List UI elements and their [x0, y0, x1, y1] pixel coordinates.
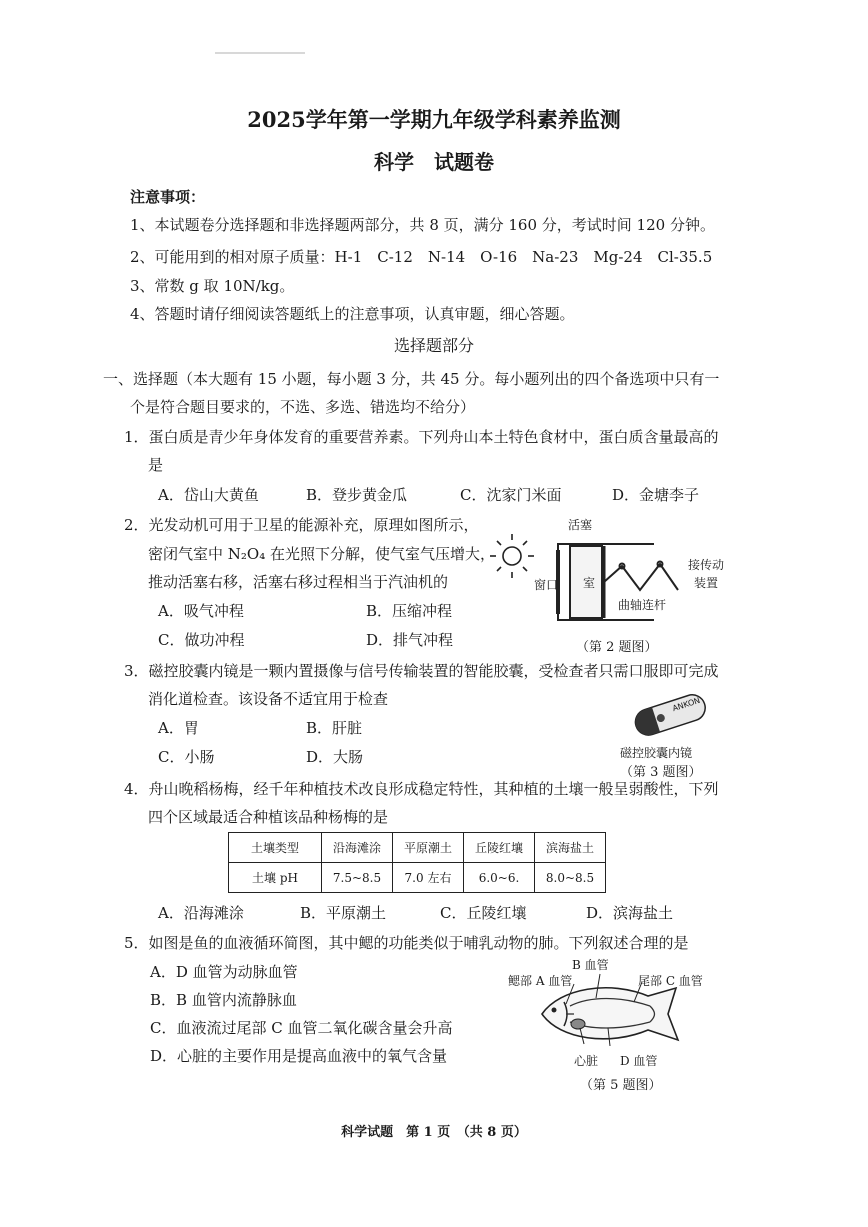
soil-ph-table: [228, 832, 606, 893]
option-4a: A．沿海滩涂: [158, 904, 244, 922]
table-header-cell: 沿海滩涂: [322, 833, 393, 863]
label-rod: 曲轴连杆: [618, 598, 667, 612]
notice-item: 3、常数 g 取 10N/kg。: [130, 277, 295, 295]
question-4-stem: 4．舟山晚稻杨梅，经千年种植技术改良形成稳定特性，其种植的土壤一般呈弱酸性，下列: [124, 780, 719, 798]
table-cell: 土壤 pH: [229, 863, 322, 893]
notice-item: 4、答题时请仔细阅读答题纸上的注意事项，认真审题，细心答题。: [130, 305, 575, 323]
part-heading: 一、选择题（本大题有 15 小题，每小题 3 分，共 45 分。每小题列出的四个备选项中只有一: [103, 370, 720, 388]
option-5a: A．D 血管为动脉血管: [150, 963, 298, 981]
option-1a: A．岱山大黄鱼: [158, 486, 259, 504]
table-header-row: [229, 833, 606, 863]
label-device-cont: 装置: [694, 576, 719, 590]
label-chamber: 室: [583, 576, 596, 590]
label-piston: 活塞: [568, 518, 593, 532]
page-title: 2025学年第一学期九年级学科素养监测: [247, 107, 621, 132]
label-capsule: 磁控胶囊内镜: [620, 746, 693, 760]
fish-outline: [542, 988, 678, 1040]
sun-icon: [490, 534, 534, 578]
question-3-stem: 3．磁控胶囊内镜是一颗内置摄像与信号传输装置的智能胶囊，受检查者只需口服即可完成: [124, 662, 719, 680]
option-2c: C．做功冲程: [158, 631, 245, 649]
label-device: 接传动: [688, 558, 725, 572]
option-1b: B．登步黄金瓜: [306, 486, 408, 504]
question-2-stem-cont: 推动活塞右移，活塞右移过程相当于汽油机的: [148, 573, 449, 591]
notice-item: 1、本试题卷分选择题和非选择题两部分，共 8 页，满分 160 分，考试时间 120 分钟。: [130, 216, 715, 234]
heart-shape: [571, 1019, 585, 1029]
label-d-vessel: D 血管: [620, 1054, 658, 1068]
label-heart: 心脏: [574, 1054, 599, 1068]
scan-artifact: [215, 52, 305, 54]
table-row: [229, 863, 606, 893]
capsule-brand: ANKON: [671, 695, 702, 714]
option-2b: B．压缩冲程: [366, 602, 453, 620]
figure-caption-5: （第 5 题图）: [580, 1078, 662, 1093]
table-cell: 8.0~8.5: [535, 863, 606, 893]
question-1-stem: 1．蛋白质是青少年身体发育的重要营养素。下列舟山本土特色食材中，蛋白质含量最高的: [124, 428, 719, 446]
option-2a: A．吸气冲程: [158, 602, 244, 620]
table-cell: 7.0 左右: [393, 863, 464, 893]
table-cell: 6.0~6.: [464, 863, 535, 893]
label-window: 窗口: [534, 578, 559, 592]
option-3c: C．小肠: [158, 748, 215, 766]
notice-item: 2、可能用到的相对原子质量：H-1 C-12 N-14 O-16 Na-23 Mg-24 Cl-35.5: [130, 248, 713, 266]
fish-eye: [552, 1008, 557, 1013]
label-b-vessel: B 血管: [572, 958, 609, 972]
option-5c: C．血液流过尾部 C 血管二氧化碳含量会升高: [150, 1019, 453, 1037]
notice-heading: 注意事项：: [130, 188, 206, 206]
question-5-stem: 5．如图是鱼的血液循环简图，其中鳃的功能类似于哺乳动物的肺。下列叙述合理的是: [124, 934, 689, 952]
question-1-stem-cont: 是: [148, 456, 164, 474]
table-cell: 7.5~8.5: [322, 863, 393, 893]
option-4b: B．平原潮土: [300, 904, 387, 922]
option-5b: B．B 血管内流静脉血: [150, 991, 297, 1009]
option-3d: D．大肠: [306, 748, 364, 766]
option-1d: D．金塘李子: [612, 486, 700, 504]
option-3b: B．肝脏: [306, 719, 363, 737]
part-heading-cont: 个是符合题目要求的，不选、多选、错选均不给分）: [130, 398, 476, 416]
option-1c: C．沈家门米面: [460, 486, 562, 504]
figure-caption-3: （第 3 题图）: [620, 765, 702, 780]
question-3-stem-cont: 消化道检查。该设备不适宜用于检查: [148, 690, 389, 708]
table-header-cell: 滨海盐土: [535, 833, 606, 863]
label-c-vessel: 尾部 C 血管: [638, 974, 703, 988]
table-header-cell: 平原潮土: [393, 833, 464, 863]
option-4c: C．丘陵红壤: [440, 904, 527, 922]
label-a-vessel: 鳃部 A 血管: [508, 974, 573, 988]
figure-caption-2: （第 2 题图）: [576, 640, 658, 655]
page-footer: 科学试题 第 1 页 （共 8 页）: [341, 1125, 527, 1140]
question-4-stem-cont: 四个区域最适合种植该品种杨梅的是: [148, 808, 389, 826]
section-title: 选择题部分: [393, 336, 474, 355]
option-2d: D．排气冲程: [366, 631, 454, 649]
question-2-stem-cont: 密闭气室中 N₂O₄ 在光照下分解，使气室气压增大，: [148, 545, 495, 563]
option-4d: D．滨海盐土: [586, 904, 674, 922]
page-subtitle: 科学 试题卷: [374, 150, 494, 174]
table-header-cell: 土壤类型: [229, 833, 322, 863]
crank-rod: [604, 562, 678, 591]
option-5d: D．心脏的主要作用是提高血液中的氧气含量: [150, 1047, 448, 1065]
table-header-cell: 丘陵红壤: [464, 833, 535, 863]
question-2-stem: 2．光发动机可用于卫星的能源补充，原理如图所示，: [124, 516, 479, 534]
option-3a: A．胃: [158, 719, 199, 737]
